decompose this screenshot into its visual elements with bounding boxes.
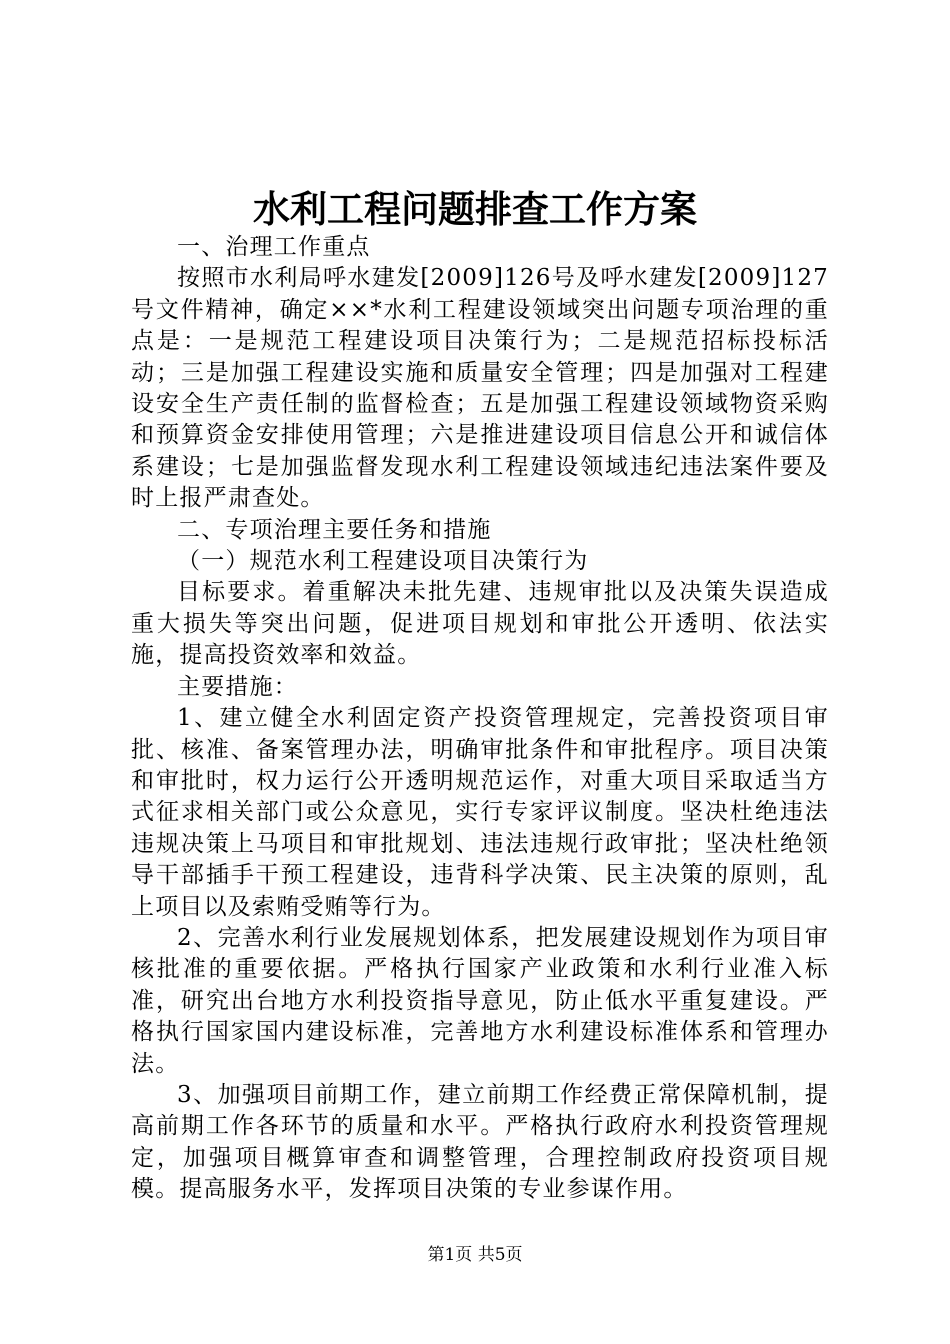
section-heading-1: 一、治理工作重点 <box>177 234 371 260</box>
paragraph-focus: 按照市水利局呼水建发[2009]126号及呼水建发[2009]127号文件精神，确定××*水利工程建设领域突出问题专项治理的重点是：一是规范工程建设项目决策行为；二是规范招标投标活动；三是加强工程建设实施和质量安全管理；四是加强对工程建设安全生产责任制的监督检查；五是加强工程建设领域物资采购和预算资金安排使用管理；六是推进建设项目信息公开和诚信体系建设；七是加强监督发现水利工程建设领域违纪违法案件要及时上报严肃查处。 <box>131 265 829 512</box>
document-body <box>131 232 829 1206</box>
measure-item-2: 2、完善水利行业发展规划体系，把发展建设规划作为项目审核批准的重要依据。严格执行国家产业政策和水利行业准入标准，研究出台地方水利投资指导意见，防止低水平重复建设。严格执行国家国内建设标准，完善地方水利建设标准体系和管理办法。 <box>131 924 829 1077</box>
document-title: 水利工程问题排查工作方案 <box>253 187 697 231</box>
measure-item-3: 3、加强项目前期工作，建立前期工作经费正常保障机制，提高前期工作各环节的质量和水平。严格执行政府水利投资管理规定，加强项目概算审查和调整管理，合理控制政府投资项目规模。提高服务水平，发挥项目决策的专业参谋作用。 <box>131 1081 829 1203</box>
subsection-heading-1: （一）规范水利工程建设项目决策行为 <box>177 548 589 575</box>
section-heading-2: 二、专项治理主要任务和措施 <box>177 516 492 543</box>
measures-heading: 主要措施： <box>177 673 298 700</box>
page-footer: 第1页 共5页 <box>427 1245 523 1265</box>
measure-item-1: 1、建立健全水利固定资产投资管理规定，完善投资项目审批、核准、备案管理办法，明确审批条件和审批程序。项目决策和审批时，权力运行公开透明规范运作，对重大项目采取适当方式征求相关部门或公众意见，实行专家评议制度。坚决杜绝违法违规决策上马项目和审批规划、违法违规行政审批；坚决杜绝领导干部插手干预工程建设，违背科学决策、民主决策的原则，乱上项目以及索贿受贿等行为。 <box>131 705 829 920</box>
paragraph-goals: 目标要求。着重解决未批先建、违规审批以及决策失误造成重大损失等突出问题，促进项目规划和审批公开透明、依法实施，提高投资效率和效益。 <box>131 579 829 669</box>
